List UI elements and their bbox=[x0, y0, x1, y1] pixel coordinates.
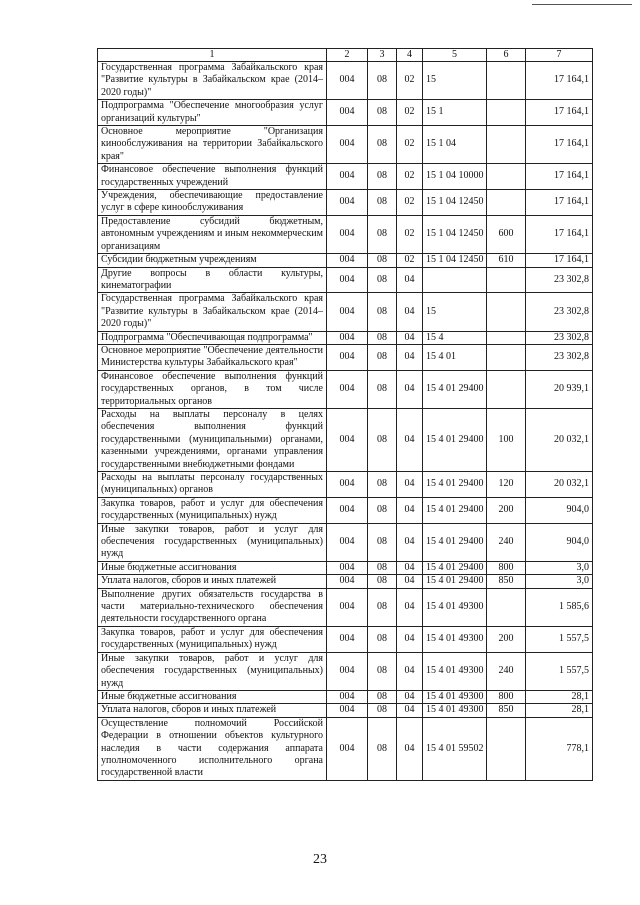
expense-type-code: 850 bbox=[487, 575, 526, 588]
expense-type-code: 600 bbox=[487, 215, 526, 253]
expense-type-code: 850 bbox=[487, 704, 526, 717]
table-row bbox=[98, 254, 593, 267]
section-code: 08 bbox=[368, 575, 397, 588]
ministry-code: 004 bbox=[327, 652, 368, 690]
subsection-code: 02 bbox=[397, 190, 423, 216]
target-article-code: 15 4 01 59502 bbox=[423, 717, 487, 780]
section-code: 08 bbox=[368, 370, 397, 408]
subsection-code: 04 bbox=[397, 690, 423, 703]
expense-type-code bbox=[487, 370, 526, 408]
amount: 3,0 bbox=[526, 561, 593, 574]
row-name: Расходы на выплаты персоналу государственных (муниципальных) органов bbox=[98, 472, 327, 498]
amount: 23 302,8 bbox=[526, 293, 593, 331]
table-body bbox=[98, 62, 593, 781]
row-name: Закупка товаров, работ и услуг для обеспечения государственных (муниципальных) нужд bbox=[98, 626, 327, 652]
ministry-code: 004 bbox=[327, 575, 368, 588]
subsection-code: 04 bbox=[397, 717, 423, 780]
table-row bbox=[98, 408, 593, 471]
section-code: 08 bbox=[368, 344, 397, 370]
row-name: Уплата налогов, сборов и иных платежей bbox=[98, 575, 327, 588]
header-cell: 7 bbox=[526, 49, 593, 62]
expense-type-code: 120 bbox=[487, 472, 526, 498]
amount: 3,0 bbox=[526, 575, 593, 588]
amount: 904,0 bbox=[526, 523, 593, 561]
target-article-code: 15 1 04 12450 bbox=[423, 254, 487, 267]
ministry-code: 004 bbox=[327, 408, 368, 471]
subsection-code: 02 bbox=[397, 62, 423, 100]
subsection-code: 04 bbox=[397, 652, 423, 690]
ministry-code: 004 bbox=[327, 331, 368, 344]
amount: 20 032,1 bbox=[526, 472, 593, 498]
expense-type-code: 800 bbox=[487, 561, 526, 574]
top-rule bbox=[532, 4, 632, 5]
expense-type-code: 100 bbox=[487, 408, 526, 471]
section-code: 08 bbox=[368, 62, 397, 100]
ministry-code: 004 bbox=[327, 190, 368, 216]
subsection-code: 04 bbox=[397, 626, 423, 652]
row-name: Основное мероприятие "Организация кинообслуживания на территории Забайкальского края" bbox=[98, 126, 327, 164]
amount: 904,0 bbox=[526, 497, 593, 523]
table-row bbox=[98, 126, 593, 164]
table-row bbox=[98, 344, 593, 370]
subsection-code: 02 bbox=[397, 100, 423, 126]
row-name: Осуществление полномочий Российской Федерации в отношении объектов культурного наследия в части содержания аппарата уполномоченного исполнительного органа государственной власти bbox=[98, 717, 327, 780]
amount: 778,1 bbox=[526, 717, 593, 780]
amount: 20 939,1 bbox=[526, 370, 593, 408]
table-row bbox=[98, 331, 593, 344]
expense-type-code bbox=[487, 267, 526, 293]
target-article-code: 15 1 04 10000 bbox=[423, 164, 487, 190]
amount: 17 164,1 bbox=[526, 126, 593, 164]
target-article-code: 15 1 04 bbox=[423, 126, 487, 164]
expense-type-code: 240 bbox=[487, 652, 526, 690]
table-row bbox=[98, 164, 593, 190]
row-name: Иные бюджетные ассигнования bbox=[98, 561, 327, 574]
amount: 28,1 bbox=[526, 690, 593, 703]
row-name: Другие вопросы в области культуры, кинематографии bbox=[98, 267, 327, 293]
target-article-code: 15 4 01 29400 bbox=[423, 408, 487, 471]
table-row bbox=[98, 62, 593, 100]
section-code: 08 bbox=[368, 561, 397, 574]
section-code: 08 bbox=[368, 267, 397, 293]
row-name: Уплата налогов, сборов и иных платежей bbox=[98, 704, 327, 717]
ministry-code: 004 bbox=[327, 588, 368, 626]
ministry-code: 004 bbox=[327, 126, 368, 164]
amount: 23 302,8 bbox=[526, 267, 593, 293]
target-article-code: 15 4 01 49300 bbox=[423, 588, 487, 626]
subsection-code: 04 bbox=[397, 704, 423, 717]
target-article-code: 15 4 01 49300 bbox=[423, 626, 487, 652]
table-row bbox=[98, 717, 593, 780]
amount: 17 164,1 bbox=[526, 62, 593, 100]
header-row bbox=[98, 49, 593, 62]
row-name: Выполнение других обязательств государства в части материально-технического обеспечения деятельности государственного органа bbox=[98, 588, 327, 626]
subsection-code: 04 bbox=[397, 408, 423, 471]
ministry-code: 004 bbox=[327, 293, 368, 331]
subsection-code: 04 bbox=[397, 588, 423, 626]
expense-type-code bbox=[487, 100, 526, 126]
row-name: Иные закупки товаров, работ и услуг для обеспечения государственных (муниципальных) нужд bbox=[98, 523, 327, 561]
expense-type-code: 240 bbox=[487, 523, 526, 561]
table-row bbox=[98, 472, 593, 498]
subsection-code: 04 bbox=[397, 293, 423, 331]
subsection-code: 04 bbox=[397, 575, 423, 588]
section-code: 08 bbox=[368, 215, 397, 253]
section-code: 08 bbox=[368, 164, 397, 190]
subsection-code: 04 bbox=[397, 267, 423, 293]
subsection-code: 02 bbox=[397, 164, 423, 190]
target-article-code: 15 4 01 49300 bbox=[423, 704, 487, 717]
target-article-code: 15 4 01 29400 bbox=[423, 523, 487, 561]
section-code: 08 bbox=[368, 472, 397, 498]
row-name: Подпрограмма "Обеспечение многообразия услуг организаций культуры" bbox=[98, 100, 327, 126]
amount: 17 164,1 bbox=[526, 164, 593, 190]
expense-type-code bbox=[487, 126, 526, 164]
section-code: 08 bbox=[368, 626, 397, 652]
header-cell: 6 bbox=[487, 49, 526, 62]
table-row bbox=[98, 215, 593, 253]
expense-type-code bbox=[487, 164, 526, 190]
row-name: Основное мероприятие "Обеспечение деятельности Министерства культуры Забайкальского края" bbox=[98, 344, 327, 370]
ministry-code: 004 bbox=[327, 717, 368, 780]
subsection-code: 04 bbox=[397, 331, 423, 344]
row-name: Учреждения, обеспечивающие предоставление услуг в сфере кинообслуживания bbox=[98, 190, 327, 216]
target-article-code: 15 1 04 12450 bbox=[423, 190, 487, 216]
section-code: 08 bbox=[368, 523, 397, 561]
ministry-code: 004 bbox=[327, 472, 368, 498]
target-article-code: 15 4 01 49300 bbox=[423, 690, 487, 703]
ministry-code: 004 bbox=[327, 215, 368, 253]
ministry-code: 004 bbox=[327, 254, 368, 267]
table-row bbox=[98, 561, 593, 574]
target-article-code: 15 4 01 29400 bbox=[423, 575, 487, 588]
header-cell: 4 bbox=[397, 49, 423, 62]
expense-type-code bbox=[487, 190, 526, 216]
ministry-code: 004 bbox=[327, 100, 368, 126]
ministry-code: 004 bbox=[327, 497, 368, 523]
expense-type-code: 610 bbox=[487, 254, 526, 267]
ministry-code: 004 bbox=[327, 267, 368, 293]
ministry-code: 004 bbox=[327, 62, 368, 100]
target-article-code: 15 4 01 29400 bbox=[423, 497, 487, 523]
row-name: Государственная программа Забайкальского края "Развитие культуры в Забайкальском крае (2014–2020 годы)" bbox=[98, 293, 327, 331]
expense-type-code: 200 bbox=[487, 497, 526, 523]
table-row bbox=[98, 626, 593, 652]
table-row bbox=[98, 523, 593, 561]
subsection-code: 04 bbox=[397, 561, 423, 574]
section-code: 08 bbox=[368, 717, 397, 780]
amount: 23 302,8 bbox=[526, 344, 593, 370]
row-name: Расходы на выплаты персоналу в целях обеспечения выполнения функций государственными (муниципальными) органами, казенными учреждениями, органами управления государственными внебюджетными фондами bbox=[98, 408, 327, 471]
table-row bbox=[98, 190, 593, 216]
subsection-code: 04 bbox=[397, 472, 423, 498]
table-row bbox=[98, 100, 593, 126]
table-row bbox=[98, 497, 593, 523]
table-row bbox=[98, 690, 593, 703]
amount: 23 302,8 bbox=[526, 331, 593, 344]
row-name: Предоставление субсидий бюджетным, автономным учреждениям и иным некоммерческим организациям bbox=[98, 215, 327, 253]
target-article-code: 15 bbox=[423, 62, 487, 100]
table-row bbox=[98, 267, 593, 293]
amount: 17 164,1 bbox=[526, 190, 593, 216]
row-name: Финансовое обеспечение выполнения функций государственных органов, в том числе территориальных органов bbox=[98, 370, 327, 408]
row-name: Иные бюджетные ассигнования bbox=[98, 690, 327, 703]
ministry-code: 004 bbox=[327, 561, 368, 574]
amount: 1 557,5 bbox=[526, 626, 593, 652]
target-article-code: 15 4 01 29400 bbox=[423, 370, 487, 408]
subsection-code: 04 bbox=[397, 344, 423, 370]
ministry-code: 004 bbox=[327, 164, 368, 190]
table-row bbox=[98, 588, 593, 626]
row-name: Закупка товаров, работ и услуг для обеспечения государственных (муниципальных) нужд bbox=[98, 497, 327, 523]
row-name: Подпрограмма "Обеспечивающая подпрограмма" bbox=[98, 331, 327, 344]
header-cell: 1 bbox=[98, 49, 327, 62]
section-code: 08 bbox=[368, 588, 397, 626]
budget-table bbox=[97, 48, 593, 781]
amount: 17 164,1 bbox=[526, 254, 593, 267]
amount: 1 585,6 bbox=[526, 588, 593, 626]
ministry-code: 004 bbox=[327, 626, 368, 652]
amount: 20 032,1 bbox=[526, 408, 593, 471]
subsection-code: 04 bbox=[397, 523, 423, 561]
header-cell: 2 bbox=[327, 49, 368, 62]
target-article-code: 15 4 01 bbox=[423, 344, 487, 370]
target-article-code: 15 4 01 49300 bbox=[423, 652, 487, 690]
section-code: 08 bbox=[368, 254, 397, 267]
target-article-code bbox=[423, 267, 487, 293]
subsection-code: 02 bbox=[397, 126, 423, 164]
expense-type-code bbox=[487, 293, 526, 331]
expense-type-code bbox=[487, 344, 526, 370]
section-code: 08 bbox=[368, 408, 397, 471]
header-cell: 5 bbox=[423, 49, 487, 62]
ministry-code: 004 bbox=[327, 344, 368, 370]
subsection-code: 04 bbox=[397, 370, 423, 408]
expense-type-code bbox=[487, 717, 526, 780]
table-row bbox=[98, 652, 593, 690]
ministry-code: 004 bbox=[327, 690, 368, 703]
ministry-code: 004 bbox=[327, 704, 368, 717]
table-row bbox=[98, 704, 593, 717]
amount: 17 164,1 bbox=[526, 100, 593, 126]
section-code: 08 bbox=[368, 190, 397, 216]
amount: 17 164,1 bbox=[526, 215, 593, 253]
section-code: 08 bbox=[368, 652, 397, 690]
target-article-code: 15 1 04 12450 bbox=[423, 215, 487, 253]
section-code: 08 bbox=[368, 497, 397, 523]
subsection-code: 04 bbox=[397, 497, 423, 523]
ministry-code: 004 bbox=[327, 370, 368, 408]
amount: 1 557,5 bbox=[526, 652, 593, 690]
row-name: Субсидии бюджетным учреждениям bbox=[98, 254, 327, 267]
section-code: 08 bbox=[368, 100, 397, 126]
table-row bbox=[98, 575, 593, 588]
target-article-code: 15 4 01 29400 bbox=[423, 472, 487, 498]
header-cell: 3 bbox=[368, 49, 397, 62]
section-code: 08 bbox=[368, 126, 397, 164]
section-code: 08 bbox=[368, 690, 397, 703]
amount: 28,1 bbox=[526, 704, 593, 717]
expense-type-code bbox=[487, 588, 526, 626]
page-number: 23 bbox=[313, 852, 327, 867]
target-article-code: 15 4 bbox=[423, 331, 487, 344]
target-article-code: 15 bbox=[423, 293, 487, 331]
row-name: Иные закупки товаров, работ и услуг для обеспечения государственных (муниципальных) нужд bbox=[98, 652, 327, 690]
target-article-code: 15 4 01 29400 bbox=[423, 561, 487, 574]
target-article-code: 15 1 bbox=[423, 100, 487, 126]
table-row bbox=[98, 370, 593, 408]
section-code: 08 bbox=[368, 331, 397, 344]
subsection-code: 02 bbox=[397, 215, 423, 253]
row-name: Финансовое обеспечение выполнения функций государственных учреждений bbox=[98, 164, 327, 190]
expense-type-code bbox=[487, 331, 526, 344]
ministry-code: 004 bbox=[327, 523, 368, 561]
expense-type-code bbox=[487, 62, 526, 100]
expense-type-code: 200 bbox=[487, 626, 526, 652]
table-row bbox=[98, 293, 593, 331]
section-code: 08 bbox=[368, 293, 397, 331]
section-code: 08 bbox=[368, 704, 397, 717]
subsection-code: 02 bbox=[397, 254, 423, 267]
row-name: Государственная программа Забайкальского края "Развитие культуры в Забайкальском крае (2014–2020 годы)" bbox=[98, 62, 327, 100]
expense-type-code: 800 bbox=[487, 690, 526, 703]
